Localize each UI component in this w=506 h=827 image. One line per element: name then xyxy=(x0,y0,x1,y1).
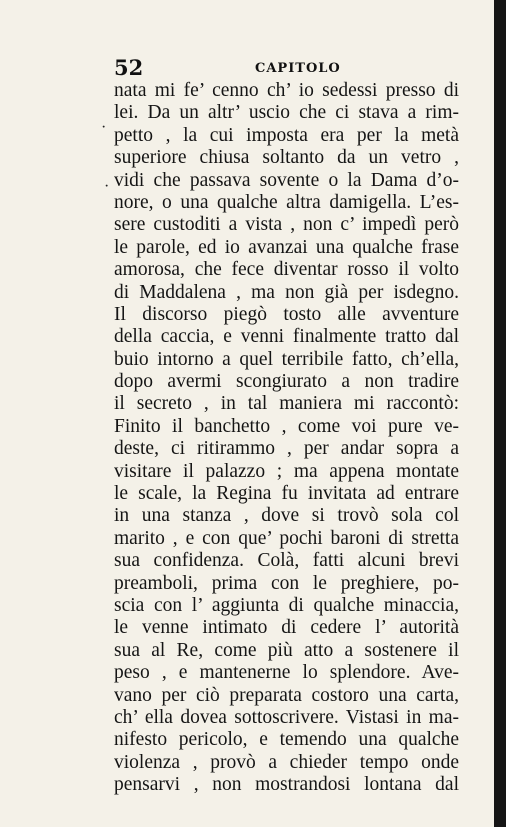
text-line: visitare il palazzo ; ma appena montate xyxy=(114,460,459,482)
text-line: lei. Da un altr’ uscio che ci stava a rim- xyxy=(114,102,459,124)
text-line: nifesto pericolo, e temendo una qualche xyxy=(114,729,459,751)
marginal-dot: · xyxy=(104,178,110,195)
text-line: sua confidenza. Colà, fatti alcuni brevi xyxy=(114,550,459,572)
binding-gutter xyxy=(494,0,506,827)
text-line: Finito il banchetto , come voi pure ve- xyxy=(114,415,459,437)
text-line: le parole, ed io avanzai una qualche frase xyxy=(114,236,459,258)
marginal-dot: · xyxy=(101,119,107,136)
text-line: marito , e con que’ pochi baroni di stretta xyxy=(114,527,459,549)
text-line: in una stanza , dove si trovò sola col xyxy=(114,505,459,527)
text-line: dopo avermi scongiurato a non tradire xyxy=(114,371,459,393)
text-line: deste, ci ritirammo , per andar sopra a xyxy=(114,438,459,460)
page-number: 52 xyxy=(114,55,144,80)
text-line: Il discorso piegò tosto alle avventure xyxy=(114,303,459,325)
page-header xyxy=(114,54,454,82)
text-line: sere custoditi a vista , non c’ impedì però xyxy=(114,214,459,236)
text-line: petto , la cui imposta era per la metà xyxy=(114,124,459,146)
text-line: pensarvi , non mostrandosi lontana dal xyxy=(114,774,459,796)
text-line: superiore chiusa soltanto da un vetro , xyxy=(114,147,459,169)
text-line: vidi che passava sovente o la Dama d’o- xyxy=(114,169,459,191)
text-line: il secreto , in tal maniera mi raccontò: xyxy=(114,393,459,415)
text-line: violenza , provò a chieder tempo onde xyxy=(114,751,459,773)
text-line: sua al Re, come più atto a sostenere il xyxy=(114,639,459,661)
text-line: della caccia, e venni finalmente tratto dal xyxy=(114,326,459,348)
text-line: ch’ ella dovea sottoscrivere. Vistasi in ma- xyxy=(114,706,459,728)
text-line: scia con l’ aggiunta di qualche minaccia, xyxy=(114,594,459,616)
text-line: le venne intimato di cedere l’ autorità xyxy=(114,617,459,639)
text-line: amorosa, che fece diventar rosso il volto xyxy=(114,259,459,281)
text-line: di Maddalena , ma non già per isdegno. xyxy=(114,281,459,303)
text-line: buio intorno a quel terribile fatto, ch’ella, xyxy=(114,348,459,370)
text-line: vano per ciò preparata costoro una carta, xyxy=(114,684,459,706)
text-line: nata mi fe’ cenno ch’ io sedessi presso di xyxy=(114,80,459,101)
text-line: le scale, la Regina fu invitata ad entrare xyxy=(114,483,459,505)
text-line: nore, o una qualche altra damigella. L’es- xyxy=(114,191,459,213)
text-line: peso , e mantenerne lo splendore. Ave- xyxy=(114,662,459,684)
body-text xyxy=(114,80,459,797)
text-line: preamboli, prima con le preghiere, po- xyxy=(114,572,459,594)
running-head: CAPITOLO xyxy=(255,61,341,76)
